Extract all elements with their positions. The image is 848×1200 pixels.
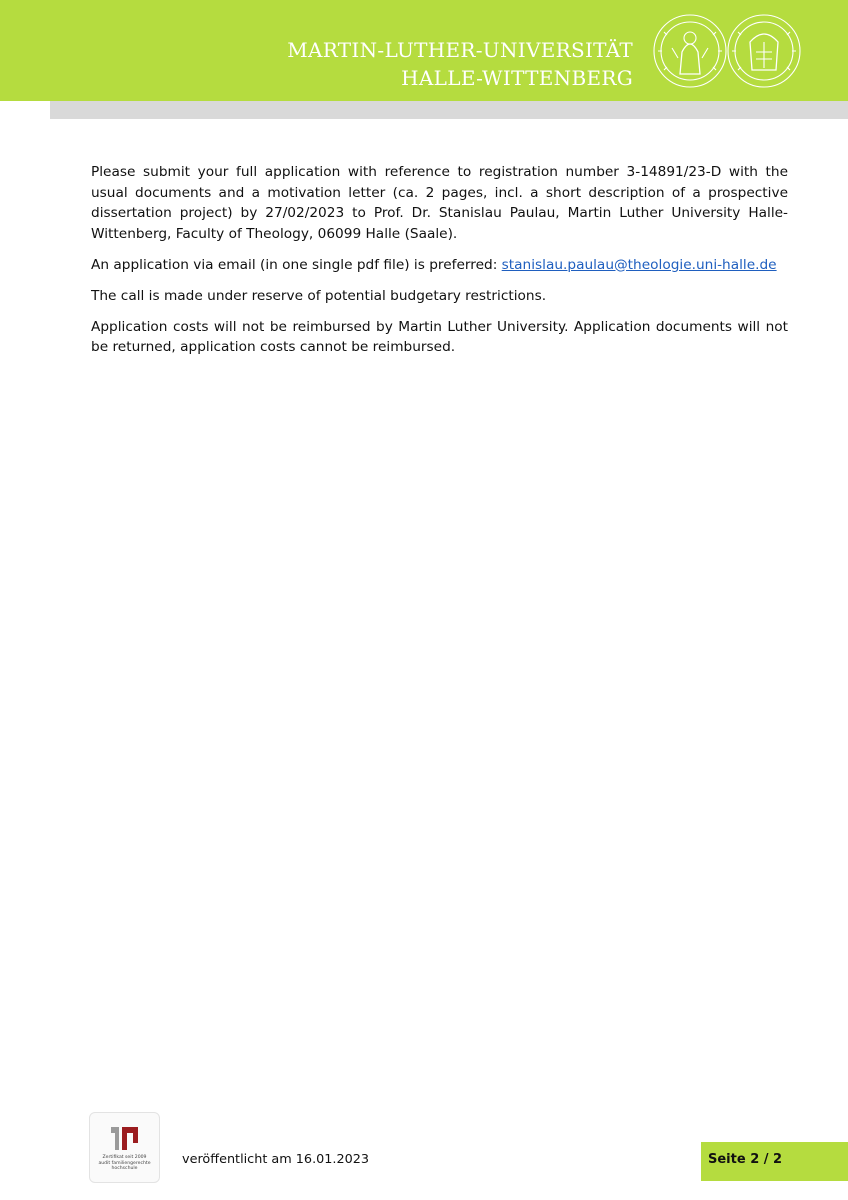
audit-line1: Zertifikat seit 2009	[102, 1155, 147, 1160]
email-paragraph-text: An application via email (in one single pdf file) is preferred:	[91, 256, 502, 273]
university-name-line1: MARTIN-LUTHER-UNIVERSITÄT	[287, 38, 633, 62]
email-paragraph	[91, 255, 788, 276]
audit-certificate-logo	[89, 1112, 160, 1183]
university-name-line2: HALLE-WITTENBERG	[401, 66, 633, 90]
seal-right-icon	[728, 15, 800, 87]
costs-paragraph: Application costs will not be reimbursed by Martin Luther University. Application documents will not be returned, application costs cannot be reimbursed.	[91, 318, 788, 355]
seal-left-icon	[654, 15, 726, 87]
audit-text	[90, 1155, 159, 1172]
application-paragraph: Please submit your full application with reference to registration number 3-14891/23-D with the usual documents and a motivation letter (ca. 2 pages, incl. a short description of a prospective dissertation project) by 27/02/2023 to Prof. Dr. Stanislau Paulau, Martin Luther University Halle-Wittenberg, Faculty of Theology, 06099 Halle (Saale).	[91, 164, 788, 242]
published-date: veröffentlicht am 16.01.2023	[182, 1152, 370, 1167]
audit-line3: hochschule	[111, 1166, 138, 1172]
budget-paragraph: The call is made under reserve of potential budgetary restrictions.	[91, 287, 547, 304]
page-number: Seite 2 / 2	[708, 1152, 783, 1167]
university-name	[287, 36, 633, 92]
email-link[interactable]: stanislau.paulau@theologie.uni-halle.de	[501, 256, 777, 273]
page-number-box	[701, 1142, 848, 1181]
audit-logo-icon	[110, 1123, 140, 1151]
university-seals-logo	[652, 12, 802, 90]
document-body	[91, 162, 788, 368]
header-gray-bar	[50, 101, 848, 119]
audit-line2: audit familiengerechte	[98, 1160, 151, 1166]
